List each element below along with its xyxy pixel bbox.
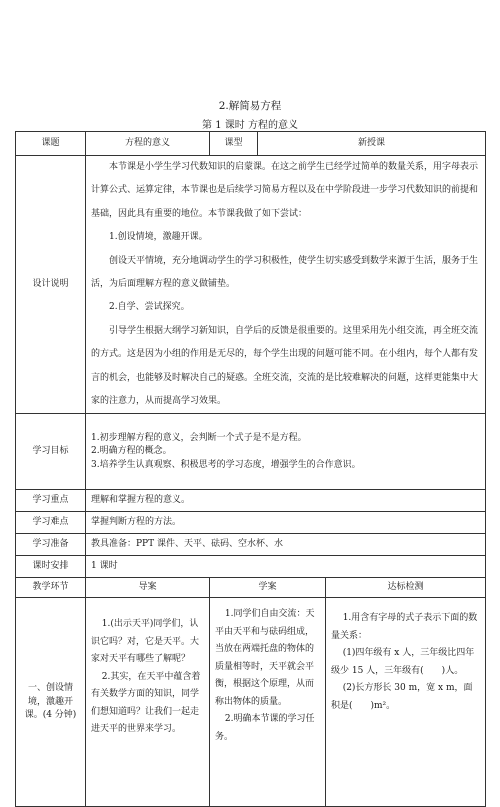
- prep-value: 教具准备：PPT 课件、天平、砝码、空水杯、水: [86, 534, 486, 556]
- check-item: (1)四年级有 x 人，三年级比四年级少 15 人，三年级有( )人。: [331, 648, 475, 676]
- columns-header-row: [16, 578, 486, 598]
- design-paragraph: 2.自学、尝试探究。: [109, 302, 190, 313]
- phase1-guide: [86, 598, 210, 807]
- check-item: 1.用含有字母的式子表示下面的数量关系：: [331, 613, 478, 641]
- phase-column-header: 教学环节: [16, 578, 86, 598]
- design-paragraph: 引导学生根据大纲学习新知识，自学后的反馈是很重要的。这里采用先小组交流，再全班交流的方式。这是因为小组的作用是无尽的，每个学生出现的问题可能不同。在小组内，每个人都有发言的机会，也能够及时解决自己的疑惑。全班交流，交流的是比较难解决的问题，这样更能集中大家的注意力，从而提高学习效果。: [91, 325, 479, 407]
- schedule-value: 1 课时: [86, 556, 486, 578]
- focus-value: 理解和掌握方程的意义。: [86, 490, 486, 512]
- design-content: [86, 156, 486, 414]
- goal-item: 1.初步理解方程的意义，会判断一个式子是不是方程。: [91, 432, 307, 443]
- type-value: 新授课: [258, 132, 486, 156]
- goals-content: [86, 414, 486, 490]
- difficulty-value: 掌握判断方程的方法。: [86, 512, 486, 534]
- check-item: (2)长方形长 30 m，宽 x m，面积是( )m²。: [331, 683, 473, 711]
- guide-item: 1.(出示天平)同学们，认识它吗？对，它是天平。大家对天平有哪些了解呢？: [91, 619, 200, 665]
- design-row: [16, 156, 486, 414]
- focus-row: [16, 490, 486, 512]
- lesson-title: 2.解简易方程: [218, 100, 282, 112]
- difficulty-label: 学习难点: [16, 512, 86, 534]
- guide-item: 2.其实，在天平中蕴含着有关数学方面的知识，同学们想知道吗？让我们一起走进天平的世界来学习。: [91, 671, 201, 735]
- focus-label: 学习重点: [16, 490, 86, 512]
- goals-label: 学习目标: [16, 414, 86, 490]
- design-paragraph: 创设天平情境，充分地调动学生的学习积极性，使学生切实感受到数学来源于生活，服务于生活，为后面理解方程的意义做铺垫。: [91, 255, 479, 290]
- schedule-row: [16, 556, 486, 578]
- study-item: 1.同学们自由交流：天平由天平和与砝码组成，当放在两端托盘的物体的质量相等时，天平就会平衡，根据这个原理，从而称出物体的质量。: [215, 609, 315, 707]
- design-paragraph: 本节课是小学生学习代数知识的启蒙课。在这之前学生已经学过简单的数量关系，用字母表示计算公式、运算定律，本节课也是后续学习简易方程以及在中学阶段进一步学习代数知识的前提和基础，因此具有重要的地位。本节课我做了如下尝试：: [91, 162, 479, 219]
- type-label: 课型: [210, 132, 258, 156]
- goal-item: 3.培养学生认真观察、积极思考的学习态度，增强学生的合作意识。: [91, 459, 361, 470]
- design-paragraph: 1.创设情境，激趣开课。: [109, 232, 208, 243]
- topic-label: 课题: [16, 132, 86, 156]
- phase1-row: [16, 598, 486, 807]
- study-column-header: 学案: [210, 578, 326, 598]
- check-column-header: 达标检测: [326, 578, 486, 598]
- guide-column-header: 导案: [86, 578, 210, 598]
- prep-label: 学习准备: [16, 534, 86, 556]
- phase1-study: [210, 598, 326, 807]
- prep-row: [16, 534, 486, 556]
- topic-row: [16, 132, 486, 156]
- difficulty-row: [16, 512, 486, 534]
- topic-value: 方程的意义: [86, 132, 210, 156]
- phase1-check: [326, 598, 486, 807]
- goal-item: 2.明确方程的概念。: [91, 446, 172, 457]
- goals-row: [16, 414, 486, 490]
- schedule-label: 课时安排: [16, 556, 86, 578]
- study-item: 2.明确本节课的学习任务。: [215, 714, 315, 742]
- lesson-plan-table: [15, 131, 486, 807]
- phase1-label: 一、创设情境，激趣开课。(4 分钟): [16, 598, 86, 807]
- lesson-subtitle: 第 1 课时 方程的意义: [202, 120, 298, 131]
- design-label: 设计说明: [16, 156, 86, 414]
